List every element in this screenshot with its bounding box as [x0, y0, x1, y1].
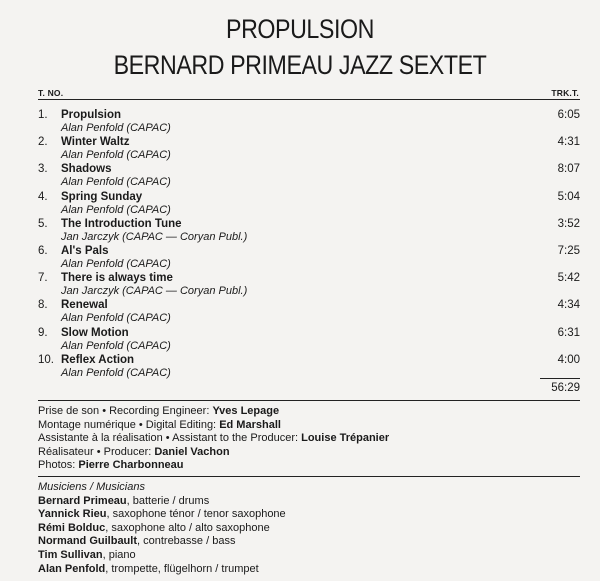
track-time: 3:52: [557, 217, 580, 230]
track-row: [38, 191, 580, 218]
musician-instrument: , piano: [102, 548, 136, 561]
track-row: [38, 109, 580, 136]
track-time: 4:34: [557, 299, 580, 312]
musician-line: [38, 522, 286, 536]
credit-name: Ed Marshall: [219, 418, 281, 431]
track-number: 7.: [38, 272, 48, 285]
track-number: 4.: [38, 190, 48, 203]
musician-line: [38, 495, 286, 509]
track-time: 5:42: [557, 272, 580, 285]
credit-line: [38, 419, 389, 433]
track-row: [38, 218, 580, 245]
track-composer: Alan Penfold (CAPAC): [61, 257, 171, 270]
track-composer: Alan Penfold (CAPAC): [61, 149, 171, 162]
album-title: PROPULSION: [226, 14, 374, 44]
musician-instrument: , saxophone alto / alto saxophone: [105, 521, 270, 534]
track-title: Shadows: [61, 163, 112, 176]
credit-line: [38, 405, 389, 419]
track-title: Renewal: [61, 299, 108, 312]
musician-instrument: , batterie / drums: [126, 494, 210, 507]
track-title: Reflex Action: [61, 353, 135, 366]
track-number: 9.: [38, 326, 48, 339]
track-number: 3.: [38, 163, 48, 176]
credit-role: Prise de son • Recording Engineer:: [38, 405, 213, 417]
musician-line: [38, 563, 286, 577]
musician-name: Yannick Rieu: [38, 508, 107, 521]
credit-name: Pierre Charbonneau: [78, 459, 184, 472]
musician-instrument: , saxophone ténor / tenor saxophone: [106, 508, 286, 521]
musician-name: Rémi Bolduc: [38, 521, 106, 534]
track-time: 5:04: [557, 190, 580, 203]
credit-line: [38, 432, 389, 446]
credit-role: Réalisateur • Producer:: [38, 445, 155, 458]
musician-name: Alan Penfold: [38, 562, 106, 575]
track-time: 7:25: [557, 244, 580, 257]
credit-name: Daniel Vachon: [154, 445, 230, 458]
track-composer: Alan Penfold (CAPAC): [61, 122, 171, 134]
total-divider: [540, 378, 580, 379]
musician-name: Normand Guilbault: [38, 535, 137, 548]
credit-name: Louise Trépanier: [301, 432, 390, 445]
track-time: 6:31: [557, 326, 580, 339]
track-number: 6.: [38, 244, 48, 257]
track-number-header: T. NO.: [38, 88, 64, 98]
track-title: Propulsion: [61, 109, 122, 121]
musician-instrument: , contrebasse / bass: [137, 535, 236, 548]
credit-role: Assistante à la réalisation • Assistant to the Producer:: [38, 432, 302, 445]
musician-name: Tim Sullivan: [38, 548, 103, 561]
credit-line: [38, 446, 389, 460]
musician-name: Bernard Primeau: [38, 494, 127, 507]
track-title: Winter Waltz: [61, 136, 130, 149]
total-time: 56:29: [551, 382, 580, 394]
track-row: [38, 299, 580, 326]
track-composer: Alan Penfold (CAPAC): [61, 339, 171, 352]
musician-line: [38, 535, 286, 549]
track-time: 8:07: [557, 163, 580, 176]
track-time: 6:05: [557, 109, 580, 121]
musician-line: [38, 508, 286, 522]
track-composer: Jan Jarczyk (CAPAC — Coryan Publ.): [61, 285, 248, 298]
track-composer: Alan Penfold (CAPAC): [61, 312, 171, 325]
artist-name: BERNARD PRIMEAU JAZZ SEXTET: [113, 50, 487, 80]
musicians-heading: Musiciens / Musicians: [38, 481, 145, 493]
track-number: 8.: [38, 299, 48, 312]
musicians-section: [38, 481, 286, 576]
credits-divider: [38, 400, 580, 401]
track-title: Slow Motion: [61, 326, 129, 339]
track-composer: Alan Penfold (CAPAC): [61, 203, 171, 216]
credit-role: Montage numérique • Digital Editing:: [38, 418, 220, 431]
credit-line: [38, 459, 389, 473]
track-time-header: TRK.T.: [551, 88, 579, 98]
track-time: 4:31: [557, 136, 580, 149]
credit-name: Yves Lepage: [212, 405, 280, 417]
credit-role: Photos:: [38, 459, 79, 472]
track-number: 1.: [38, 109, 48, 121]
track-row: [38, 354, 580, 381]
track-row: [38, 163, 580, 190]
track-row: [38, 327, 580, 354]
musician-instrument: , trompette, flügelhorn / trumpet: [105, 562, 259, 575]
track-composer: Jan Jarczyk (CAPAC — Coryan Publ.): [61, 230, 248, 243]
track-list: [38, 109, 580, 381]
track-number: 5.: [38, 217, 48, 230]
track-time: 4:00: [557, 353, 580, 366]
track-title: Spring Sunday: [61, 190, 143, 203]
track-composer: Alan Penfold (CAPAC): [61, 366, 171, 379]
header-divider: [38, 99, 580, 100]
production-credits: [38, 405, 389, 473]
track-number: 2.: [38, 136, 48, 149]
track-row: [38, 136, 580, 163]
musician-line: [38, 549, 286, 563]
musicians-divider: [38, 476, 580, 477]
track-title: The Introduction Tune: [61, 217, 182, 230]
track-title: Al's Pals: [61, 244, 109, 257]
track-title: There is always time: [61, 272, 173, 285]
track-number: 10.: [38, 353, 54, 366]
track-row: [38, 245, 580, 272]
track-row: [38, 272, 580, 299]
track-composer: Alan Penfold (CAPAC): [61, 176, 171, 189]
